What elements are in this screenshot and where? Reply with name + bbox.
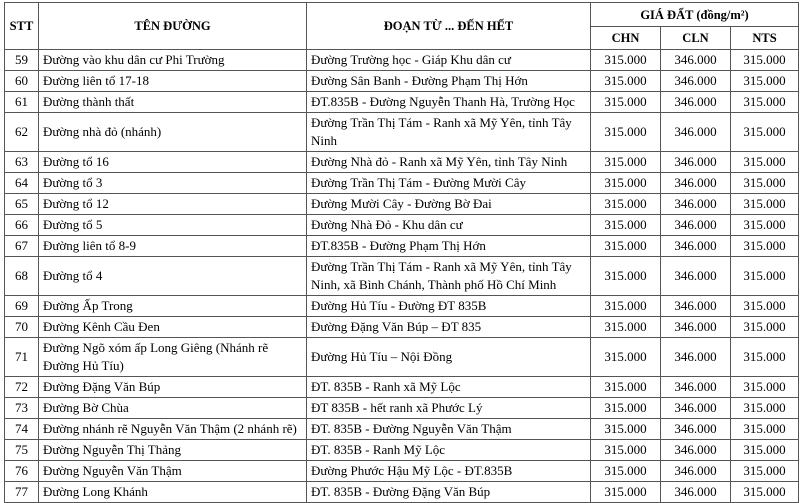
cell-name: Đường Nguyễn Thị Thảng [39, 440, 307, 461]
cell-stt: 72 [5, 377, 39, 398]
cell-nts: 315.000 [731, 440, 799, 461]
table-row [5, 152, 799, 173]
table-row [5, 338, 799, 377]
cell-segment: Đường Trần Thị Tám - Ranh xã Mỹ Yên, tỉnh Tây Ninh [307, 113, 591, 152]
table-row [5, 257, 799, 296]
cell-nts: 315.000 [731, 419, 799, 440]
cell-nts: 315.000 [731, 461, 799, 482]
cell-cln: 346.000 [661, 296, 731, 317]
cell-name: Đường tổ 12 [39, 194, 307, 215]
cell-segment: Đường Sân Banh - Đường Phạm Thị Hớn [307, 71, 591, 92]
cell-name: Đường tổ 5 [39, 215, 307, 236]
cell-chn: 315.000 [591, 113, 661, 152]
header-segment: ĐOẠN TỪ ... ĐẾN HẾT [307, 3, 591, 50]
cell-chn: 315.000 [591, 419, 661, 440]
table-row [5, 419, 799, 440]
cell-chn: 315.000 [591, 317, 661, 338]
cell-name: Đường Kênh Cầu Đen [39, 317, 307, 338]
header-chn: CHN [591, 27, 661, 50]
cell-nts: 315.000 [731, 194, 799, 215]
cell-cln: 346.000 [661, 440, 731, 461]
table-row [5, 398, 799, 419]
cell-cln: 346.000 [661, 71, 731, 92]
cell-chn: 315.000 [591, 173, 661, 194]
cell-segment: Đường Đặng Văn Búp – ĐT 835 [307, 317, 591, 338]
table-row [5, 71, 799, 92]
cell-chn: 315.000 [591, 461, 661, 482]
cell-nts: 315.000 [731, 92, 799, 113]
table-row [5, 173, 799, 194]
cell-name: Đường Bờ Chùa [39, 398, 307, 419]
table-row [5, 194, 799, 215]
cell-cln: 346.000 [661, 236, 731, 257]
cell-stt: 64 [5, 173, 39, 194]
cell-chn: 315.000 [591, 440, 661, 461]
cell-cln: 346.000 [661, 317, 731, 338]
header-nts: NTS [731, 27, 799, 50]
cell-name: Đường nhánh rẽ Nguyễn Văn Thậm (2 nhánh rẽ) [39, 419, 307, 440]
cell-stt: 59 [5, 50, 39, 71]
cell-cln: 346.000 [661, 92, 731, 113]
cell-chn: 315.000 [591, 215, 661, 236]
cell-nts: 315.000 [731, 317, 799, 338]
cell-nts: 315.000 [731, 50, 799, 71]
cell-cln: 346.000 [661, 377, 731, 398]
cell-nts: 315.000 [731, 338, 799, 377]
header-street-name: TÊN ĐƯỜNG [39, 3, 307, 50]
cell-stt: 67 [5, 236, 39, 257]
table-row [5, 317, 799, 338]
cell-chn: 315.000 [591, 92, 661, 113]
cell-chn: 315.000 [591, 236, 661, 257]
cell-stt: 61 [5, 92, 39, 113]
cell-segment: ĐT.835B - Đường Nguyễn Thanh Hà, Trường Học [307, 92, 591, 113]
cell-nts: 315.000 [731, 482, 799, 503]
cell-segment: Đường Nhà đỏ - Ranh xã Mỹ Yên, tỉnh Tây Ninh [307, 152, 591, 173]
table-row [5, 113, 799, 152]
cell-nts: 315.000 [731, 296, 799, 317]
cell-name: Đường tổ 3 [39, 173, 307, 194]
cell-chn: 315.000 [591, 377, 661, 398]
cell-cln: 346.000 [661, 173, 731, 194]
header-price: GIÁ ĐẤT (đồng/m²) [591, 3, 799, 27]
cell-nts: 315.000 [731, 215, 799, 236]
table-row [5, 377, 799, 398]
cell-chn: 315.000 [591, 152, 661, 173]
cell-chn: 315.000 [591, 338, 661, 377]
cell-chn: 315.000 [591, 398, 661, 419]
header-stt: STT [5, 3, 39, 50]
cell-nts: 315.000 [731, 257, 799, 296]
cell-name: Đường liên tổ 8-9 [39, 236, 307, 257]
cell-nts: 315.000 [731, 71, 799, 92]
cell-segment: ĐT. 835B - Đường Nguyễn Văn Thậm [307, 419, 591, 440]
cell-segment: Đường Hủ Tíu – Nội Đồng [307, 338, 591, 377]
cell-cln: 346.000 [661, 257, 731, 296]
cell-segment: Đường Nhà Đỏ - Khu dân cư [307, 215, 591, 236]
cell-name: Đường nhà đỏ (nhánh) [39, 113, 307, 152]
cell-stt: 69 [5, 296, 39, 317]
cell-name: Đường liên tổ 17-18 [39, 71, 307, 92]
cell-name: Đường Ấp Trong [39, 296, 307, 317]
cell-chn: 315.000 [591, 194, 661, 215]
cell-cln: 346.000 [661, 113, 731, 152]
land-price-table [4, 2, 799, 503]
cell-nts: 315.000 [731, 398, 799, 419]
cell-nts: 315.000 [731, 152, 799, 173]
header-cln: CLN [661, 27, 731, 50]
cell-stt: 68 [5, 257, 39, 296]
cell-cln: 346.000 [661, 338, 731, 377]
cell-segment: ĐT. 835B - Ranh xã Mỹ Lộc [307, 377, 591, 398]
cell-name: Đường Long Khánh [39, 482, 307, 503]
cell-stt: 60 [5, 71, 39, 92]
cell-name: Đường Đặng Văn Búp [39, 377, 307, 398]
cell-stt: 75 [5, 440, 39, 461]
cell-cln: 346.000 [661, 461, 731, 482]
cell-stt: 76 [5, 461, 39, 482]
table-row [5, 296, 799, 317]
cell-segment: Đường Trần Thị Tám - Ranh xã Mỹ Yên, tỉnh Tây Ninh, xã Bình Chánh, Thành phố Hồ Chí Minh [307, 257, 591, 296]
cell-stt: 73 [5, 398, 39, 419]
cell-cln: 346.000 [661, 194, 731, 215]
cell-segment: ĐT 835B - hết ranh xã Phước Lý [307, 398, 591, 419]
cell-stt: 62 [5, 113, 39, 152]
cell-chn: 315.000 [591, 71, 661, 92]
cell-chn: 315.000 [591, 50, 661, 71]
cell-nts: 315.000 [731, 113, 799, 152]
table-row [5, 440, 799, 461]
table-row [5, 482, 799, 503]
cell-stt: 71 [5, 338, 39, 377]
cell-nts: 315.000 [731, 236, 799, 257]
table-row [5, 92, 799, 113]
table-row [5, 461, 799, 482]
cell-nts: 315.000 [731, 173, 799, 194]
cell-segment: Đường Mười Cây - Đường Bờ Đai [307, 194, 591, 215]
cell-name: Đường Ngõ xóm ấp Long Giêng (Nhánh rẽ Đường Hủ Tíu) [39, 338, 307, 377]
cell-cln: 346.000 [661, 50, 731, 71]
cell-cln: 346.000 [661, 482, 731, 503]
cell-segment: ĐT. 835B - Đường Đặng Văn Búp [307, 482, 591, 503]
cell-stt: 65 [5, 194, 39, 215]
cell-chn: 315.000 [591, 296, 661, 317]
cell-stt: 70 [5, 317, 39, 338]
cell-segment: Đường Trường học - Giáp Khu dân cư [307, 50, 591, 71]
cell-stt: 66 [5, 215, 39, 236]
cell-segment: Đường Hủ Tíu - Đường ĐT 835B [307, 296, 591, 317]
cell-stt: 63 [5, 152, 39, 173]
cell-name: Đường Nguyễn Văn Thậm [39, 461, 307, 482]
cell-segment: ĐT. 835B - Ranh Mỹ Lộc [307, 440, 591, 461]
cell-segment: Đường Trần Thị Tám - Đường Mười Cây [307, 173, 591, 194]
cell-segment: ĐT.835B - Đường Phạm Thị Hớn [307, 236, 591, 257]
cell-cln: 346.000 [661, 398, 731, 419]
cell-stt: 74 [5, 419, 39, 440]
cell-nts: 315.000 [731, 377, 799, 398]
cell-cln: 346.000 [661, 215, 731, 236]
cell-name: Đường tổ 4 [39, 257, 307, 296]
cell-name: Đường vào khu dân cư Phi Trường [39, 50, 307, 71]
cell-chn: 315.000 [591, 257, 661, 296]
cell-name: Đường thành thất [39, 92, 307, 113]
cell-segment: Đường Phước Hậu Mỹ Lộc - ĐT.835B [307, 461, 591, 482]
table-row [5, 50, 799, 71]
cell-stt: 77 [5, 482, 39, 503]
cell-name: Đường tổ 16 [39, 152, 307, 173]
cell-cln: 346.000 [661, 152, 731, 173]
table-row [5, 215, 799, 236]
cell-cln: 346.000 [661, 419, 731, 440]
table-row [5, 236, 799, 257]
cell-chn: 315.000 [591, 482, 661, 503]
